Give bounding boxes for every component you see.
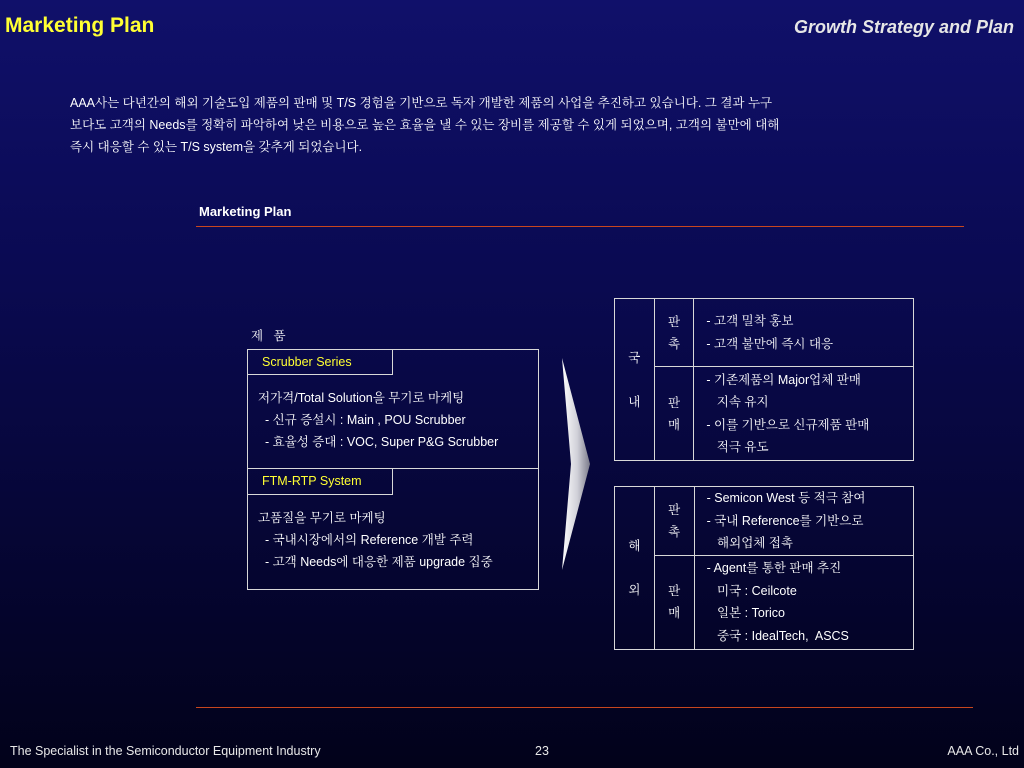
chevron-right-icon	[562, 358, 590, 570]
plan-line: - 고객 밀착 홍보	[706, 314, 794, 328]
region-char: 내	[628, 394, 641, 409]
footer-tagline: The Specialist in the Semiconductor Equipment Industry	[10, 744, 321, 758]
domestic-plan-table	[614, 298, 914, 461]
plan-line: 해외업체 접촉	[706, 536, 793, 550]
category-cell-sales	[654, 367, 694, 461]
plan-line: 적극 유도	[706, 440, 769, 454]
product-tag: Scrubber Series	[248, 350, 393, 375]
product-line: - 국내시장에서의 Reference 개발 주력	[258, 533, 474, 547]
product-line: 저가격/Total Solution을 무기로 마케팅	[258, 391, 465, 405]
category-cell-promotion	[654, 487, 694, 556]
category-char: 판	[667, 314, 681, 329]
product-box-ftm-rtp	[247, 468, 539, 590]
plan-line: - 고객 불만에 즉시 대응	[706, 336, 834, 351]
product-line: - 신규 증설시 : Main , POU Scrubber	[258, 413, 466, 427]
category-char: 판	[668, 502, 681, 517]
product-line: - 효율성 증대 : VOC, Super P&G Scrubber	[258, 435, 499, 449]
intro-line: AAA사는 다년간의 해외 기술도입 제품의 판매 및 T/S 경험을 기반으로 독자 개발한 제품의 사업을 추진하고 있습니다. 그 결과 누구	[70, 96, 773, 110]
plan-line: - 기존제품의 Major업체 판매	[706, 372, 861, 387]
plan-line: - Semicon West 등 적극 참여	[706, 491, 866, 505]
plan-line: 지속 유지	[706, 395, 769, 409]
product-line: 고품질을 무기로 마케팅	[258, 511, 386, 525]
products-label: 제 품	[251, 329, 286, 343]
page-title: Marketing Plan	[5, 14, 155, 37]
plan-line: 일본 : Torico	[706, 606, 785, 620]
product-tag: FTM-RTP System	[248, 469, 393, 495]
plan-description	[694, 367, 914, 461]
category-char: 매	[667, 417, 681, 432]
region-char: 국	[628, 350, 641, 365]
region-char: 해	[628, 538, 641, 553]
product-box-scrubber	[247, 349, 539, 469]
plan-line: - 국내 Reference를 기반으로	[706, 513, 864, 528]
plan-description	[694, 299, 914, 367]
category-char: 판	[667, 395, 681, 410]
plan-line: 미국 : Ceilcote	[706, 583, 797, 598]
category-cell-promotion	[654, 299, 694, 367]
intro-line: 보다도 고객의 Needs를 정확히 파악하여 낮은 비용으로 높은 효율을 낼 수 있는 장비를 제공할 수 있게 되었으며, 고객의 불만에 대해	[70, 118, 780, 132]
plan-description	[694, 555, 913, 649]
region-char: 외	[628, 582, 641, 597]
page-number: 23	[535, 744, 549, 758]
product-description	[258, 507, 493, 573]
region-cell-overseas	[615, 487, 655, 650]
plan-line: 중국 : IdealTech, ASCS	[706, 628, 849, 643]
category-char: 촉	[668, 524, 681, 539]
intro-line: 즉시 대응할 수 있는 T/S system을 갖추게 되었습니다.	[70, 140, 363, 154]
product-description	[258, 387, 498, 453]
section-divider	[196, 226, 964, 227]
intro-paragraph	[70, 92, 920, 158]
overseas-plan-table	[614, 486, 914, 650]
category-cell-sales	[654, 555, 694, 649]
plan-line: - 이를 기반으로 신규제품 판매	[706, 417, 870, 432]
category-char: 촉	[667, 336, 681, 351]
page-subtitle: Growth Strategy and Plan	[793, 17, 1014, 37]
plan-line: - Agent를 통한 판매 추진	[706, 561, 842, 575]
section-title: Marketing Plan	[199, 204, 292, 219]
plan-description	[694, 487, 913, 556]
company-name: AAA Co., Ltd	[947, 744, 1019, 758]
region-cell-domestic	[615, 299, 655, 461]
category-char: 매	[668, 606, 681, 620]
product-line: - 고객 Needs에 대응한 제품 upgrade 집중	[258, 555, 493, 569]
category-char: 판	[668, 584, 681, 598]
footer-divider	[196, 707, 973, 708]
